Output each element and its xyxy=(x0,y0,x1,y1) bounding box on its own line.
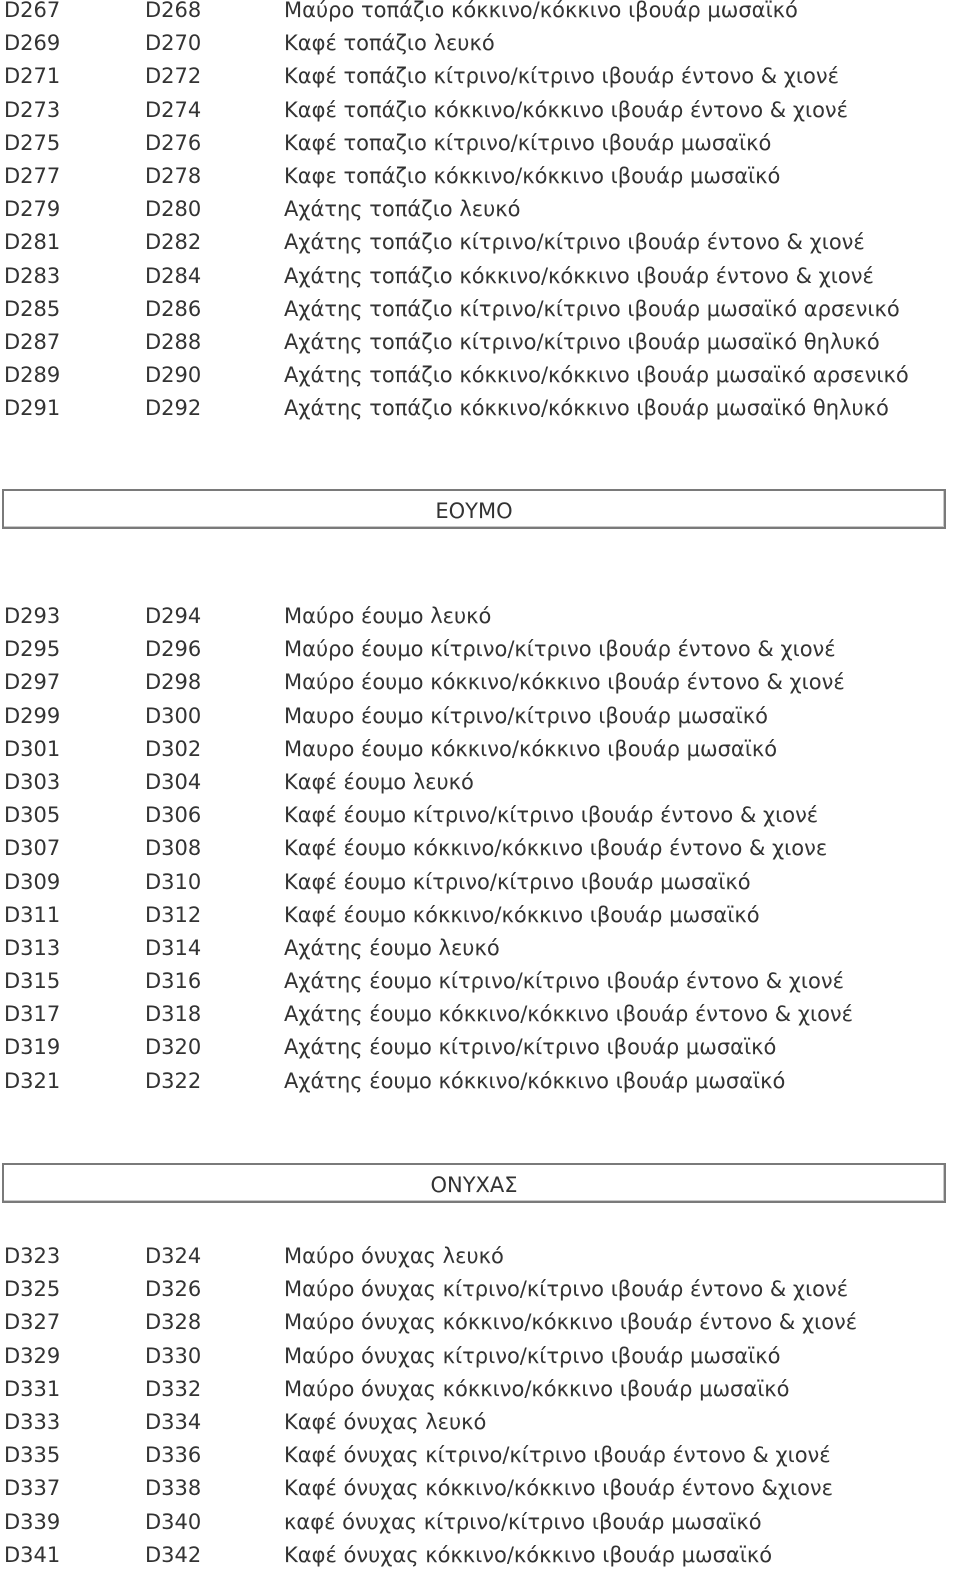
description: Μαύρο έουμο λευκό xyxy=(284,604,492,628)
product-list-onychas xyxy=(0,1240,960,1572)
code-left: D313 xyxy=(4,935,61,960)
list-item xyxy=(0,326,960,359)
code-right: D278 xyxy=(145,163,202,188)
code-left: D309 xyxy=(4,869,61,894)
description: Καφέ όνυχας λευκό xyxy=(284,1409,487,1434)
list-item xyxy=(0,733,960,766)
code-left: D333 xyxy=(4,1409,61,1434)
code-left: D305 xyxy=(4,803,61,828)
code-left: D327 xyxy=(4,1310,61,1335)
list-item xyxy=(0,998,960,1031)
code-right: D298 xyxy=(145,670,202,695)
code-left: D301 xyxy=(4,736,61,761)
description: Αχάτης τοπάζιο κόκκινο/κόκκινο ιβουάρ μωσαϊκό θηλυκό xyxy=(284,396,889,421)
description: Καφε τοπάζιο κόκκινο/κόκκινο ιβουάρ μωσαϊκό xyxy=(284,163,781,188)
list-item xyxy=(0,1340,960,1373)
code-left: D335 xyxy=(4,1443,61,1468)
list-item xyxy=(0,94,960,127)
code-right: D318 xyxy=(145,1002,202,1027)
code-right: D294 xyxy=(145,604,202,628)
description: Καφέ έουμο λευκό xyxy=(284,769,474,794)
description: Αχάτης τοπάζιο κίτρινο/κίτρινο ιβουάρ μωσαϊκό θηλυκό xyxy=(284,329,880,354)
description: Μαύρο όνυχας λευκό xyxy=(284,1244,504,1268)
description: Αχάτης τοπάζιο κόκκινο/κόκκινο ιβουάρ μωσαϊκό αρσενικό xyxy=(284,363,909,388)
description: Αχάτης έουμο κόκκινο/κόκκινο ιβουάρ μωσαϊκό xyxy=(284,1068,786,1093)
description: Αχάτης τοπάζιο κόκκινο/κόκκινο ιβουάρ έντονο & χιονέ xyxy=(284,263,874,288)
list-item xyxy=(0,799,960,832)
description: Αχάτης έουμο λευκό xyxy=(284,935,500,960)
code-right: D320 xyxy=(145,1035,202,1060)
code-left: D275 xyxy=(4,130,61,155)
description: Μαύρο όνυχας κίτρινο/κίτρινο ιβουάρ μωσαϊκό xyxy=(284,1343,781,1368)
code-left: D273 xyxy=(4,97,61,122)
code-right: D302 xyxy=(145,736,202,761)
list-item xyxy=(0,700,960,733)
product-list-eoumo xyxy=(0,600,960,1098)
code-left: D287 xyxy=(4,329,61,354)
code-left: D337 xyxy=(4,1476,61,1501)
code-left: D331 xyxy=(4,1376,61,1401)
list-item xyxy=(0,899,960,932)
list-item xyxy=(0,226,960,259)
description: Καφέ τοπάζιο κίτρινο/κίτρινο ιβουάρ έντονο & χιονέ xyxy=(284,64,839,89)
description: Αχάτης τοπάζιο κίτρινο/κίτρινο ιβουάρ μωσαϊκό αρσενικό xyxy=(284,296,900,321)
code-left: D277 xyxy=(4,163,61,188)
description: Αχάτης έουμο κίτρινο/κίτρινο ιβουάρ μωσαϊκό xyxy=(284,1035,777,1060)
list-item xyxy=(0,766,960,799)
code-left: D303 xyxy=(4,769,61,794)
description: Μαυρο έουμο κίτρινο/κίτρινο ιβουάρ μωσαϊκό xyxy=(284,703,769,728)
code-right: D290 xyxy=(145,363,202,388)
code-right: D332 xyxy=(145,1376,202,1401)
description: Μαυρο έουμο κόκκινο/κόκκινο ιβουάρ μωσαϊκό xyxy=(284,736,778,761)
section-header-onychas: ΟΝΥΧΑΣ xyxy=(2,1163,946,1203)
list-item xyxy=(0,1406,960,1439)
description: Καφέ όνυχας κόκκινο/κόκκινο ιβουάρ μωσαϊκό xyxy=(284,1542,773,1567)
section-header-eoumo: ΕΟΥΜΟ xyxy=(2,489,946,529)
code-left: D297 xyxy=(4,670,61,695)
code-right: D306 xyxy=(145,803,202,828)
list-item xyxy=(0,260,960,293)
list-item xyxy=(0,193,960,226)
code-left: D299 xyxy=(4,703,61,728)
description: Μαύρο όνυχας κόκκινο/κόκκινο ιβουάρ μωσαϊκό xyxy=(284,1376,790,1401)
list-item xyxy=(0,1472,960,1505)
description: Καφέ τοπάζιο λευκό xyxy=(284,31,495,56)
description: Μαύρο έουμο κόκκινο/κόκκινο ιβουάρ έντονο & χιονέ xyxy=(284,670,845,695)
list-item xyxy=(0,1439,960,1472)
code-right: D338 xyxy=(145,1476,202,1501)
list-item xyxy=(0,359,960,392)
list-item xyxy=(0,0,960,27)
code-left: D325 xyxy=(4,1277,61,1302)
list-item xyxy=(0,1240,960,1273)
code-left: D317 xyxy=(4,1002,61,1027)
code-right: D282 xyxy=(145,230,202,255)
code-left: D323 xyxy=(4,1244,61,1268)
list-item xyxy=(0,1373,960,1406)
code-right: D304 xyxy=(145,769,202,794)
code-left: D279 xyxy=(4,197,61,222)
description: Αχάτης έουμο κίτρινο/κίτρινο ιβουάρ έντονο & χιονέ xyxy=(284,969,844,994)
code-right: D270 xyxy=(145,31,202,56)
code-right: D324 xyxy=(145,1244,202,1268)
description: Αχάτης τοπάζιο λευκό xyxy=(284,197,521,222)
list-item xyxy=(0,832,960,865)
list-item xyxy=(0,160,960,193)
code-left: D339 xyxy=(4,1509,61,1534)
code-right: D286 xyxy=(145,296,202,321)
code-right: D330 xyxy=(145,1343,202,1368)
code-left: D291 xyxy=(4,396,61,421)
code-left: D295 xyxy=(4,637,61,662)
code-left: D329 xyxy=(4,1343,61,1368)
description: Καφέ έουμο κόκκινο/κόκκινο ιβουάρ μωσαϊκό xyxy=(284,902,760,927)
list-item xyxy=(0,866,960,899)
description: Μαύρο όνυχας κίτρινο/κίτρινο ιβουάρ έντονο & χιονέ xyxy=(284,1277,849,1302)
description: Καφέ έουμο κόκκινο/κόκκινο ιβουάρ έντονο & χιονε xyxy=(284,836,828,861)
description: Καφέ όνυχας κόκκινο/κόκκινο ιβουάρ έντονο &χιονε xyxy=(284,1476,833,1501)
description: Καφέ έουμο κίτρινο/κίτρινο ιβουάρ έντονο & χιονέ xyxy=(284,803,819,828)
code-right: D288 xyxy=(145,329,202,354)
code-left: D283 xyxy=(4,263,61,288)
description: Αχάτης τοπάζιο κίτρινο/κίτρινο ιβουάρ έντονο & χιονέ xyxy=(284,230,865,255)
list-item xyxy=(0,666,960,699)
code-right: D316 xyxy=(145,969,202,994)
code-right: D328 xyxy=(145,1310,202,1335)
code-right: D334 xyxy=(145,1409,202,1434)
code-right: D284 xyxy=(145,263,202,288)
code-right: D272 xyxy=(145,64,202,89)
code-right: D342 xyxy=(145,1542,202,1567)
code-left: D341 xyxy=(4,1542,61,1567)
description: Καφέ όνυχας κίτρινο/κίτρινο ιβουάρ έντονο & χιονέ xyxy=(284,1443,831,1468)
code-right: D280 xyxy=(145,197,202,222)
code-right: D322 xyxy=(145,1068,202,1093)
code-right: D314 xyxy=(145,935,202,960)
code-left: D293 xyxy=(4,604,61,628)
description: Καφέ έουμο κίτρινο/κίτρινο ιβουάρ μωσαϊκό xyxy=(284,869,751,894)
code-left: D321 xyxy=(4,1068,61,1093)
code-left: D315 xyxy=(4,969,61,994)
code-right: D292 xyxy=(145,396,202,421)
code-right: D268 xyxy=(145,0,202,22)
code-right: D308 xyxy=(145,836,202,861)
list-item xyxy=(0,392,960,425)
list-item xyxy=(0,633,960,666)
code-left: D311 xyxy=(4,902,61,927)
description: Μαύρο τοπάζιο κόκκινο/κόκκινο ιβουάρ μωσαϊκό xyxy=(284,0,798,22)
code-left: D271 xyxy=(4,64,61,89)
code-right: D276 xyxy=(145,130,202,155)
code-left: D267 xyxy=(4,0,61,22)
list-item xyxy=(0,1273,960,1306)
list-item xyxy=(0,1065,960,1098)
list-item xyxy=(0,293,960,326)
list-item xyxy=(0,60,960,93)
description: καφέ όνυχας κίτρινο/κίτρινο ιβουάρ μωσαϊκό xyxy=(284,1509,762,1534)
list-item xyxy=(0,1031,960,1064)
list-item xyxy=(0,1306,960,1339)
code-right: D326 xyxy=(145,1277,202,1302)
code-right: D310 xyxy=(145,869,202,894)
code-left: D289 xyxy=(4,363,61,388)
code-left: D307 xyxy=(4,836,61,861)
code-left: D285 xyxy=(4,296,61,321)
description: Μαύρο όνυχας κόκκινο/κόκκινο ιβουάρ έντονο & χιονέ xyxy=(284,1310,858,1335)
list-item xyxy=(0,932,960,965)
list-item xyxy=(0,965,960,998)
code-right: D300 xyxy=(145,703,202,728)
product-list-topazio xyxy=(0,0,960,425)
code-right: D312 xyxy=(145,902,202,927)
code-left: D269 xyxy=(4,31,61,56)
description: Καφέ τοπάζιο κόκκινο/κόκκινο ιβουάρ έντονο & χιονέ xyxy=(284,97,848,122)
description: Μαύρο έουμο κίτρινο/κίτρινο ιβουάρ έντονο & χιονέ xyxy=(284,637,836,662)
code-left: D319 xyxy=(4,1035,61,1060)
list-item xyxy=(0,600,960,633)
code-right: D274 xyxy=(145,97,202,122)
list-item xyxy=(0,127,960,160)
list-item xyxy=(0,27,960,60)
description: Καφέ τοπαζιο κίτρινο/κίτρινο ιβουάρ μωσαϊκό xyxy=(284,130,772,155)
code-right: D296 xyxy=(145,637,202,662)
list-item xyxy=(0,1539,960,1572)
code-left: D281 xyxy=(4,230,61,255)
code-right: D336 xyxy=(145,1443,202,1468)
list-item xyxy=(0,1506,960,1539)
code-right: D340 xyxy=(145,1509,202,1534)
description: Αχάτης έουμο κόκκινο/κόκκινο ιβουάρ έντονο & χιονέ xyxy=(284,1002,853,1027)
